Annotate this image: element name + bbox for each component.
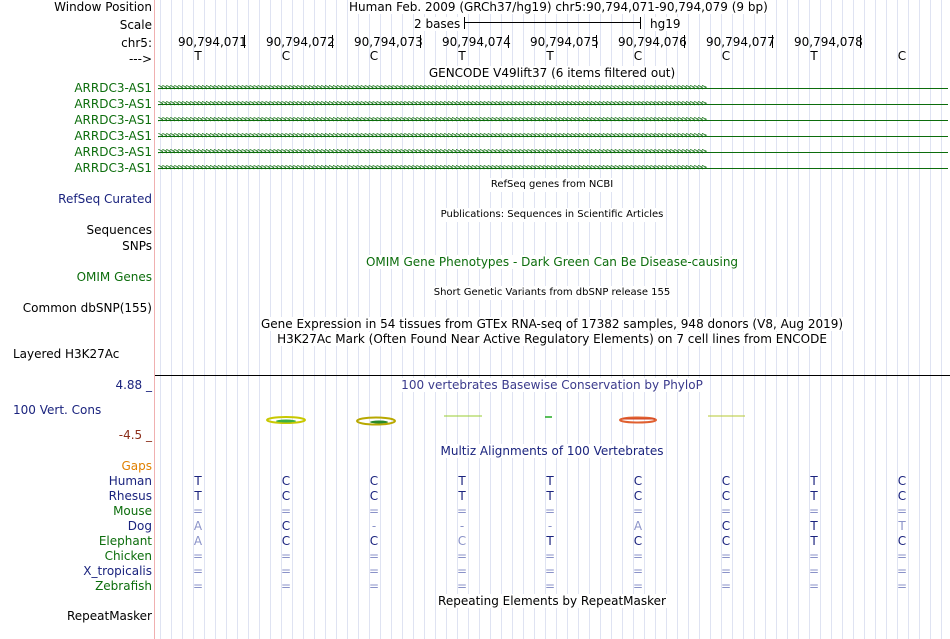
sequences-track-label[interactable]: Sequences [86, 223, 152, 237]
alignment-base: = [632, 564, 644, 578]
alignment-base: = [632, 549, 644, 563]
species-label-x-tropicalis: X_tropicalis [83, 564, 152, 578]
gencode-track-title: GENCODE V49lift37 (6 items filtered out) [428, 66, 676, 80]
alignment-base: C [721, 474, 731, 488]
gaps-label: Gaps [121, 459, 152, 473]
gene-strand-arrows: >>>>>>>>>>>>>>>>>>>>>>>>>>>>>>>>>>>>>>>>>>>>>>>>>>>>>>>>>>>>>>>>>>>>>>>>>>>>>>>>>>>>>>>>>>>>>>>>>>>>>>>>>>>>>>>>>>>>>>>>>>>>>>>>>>>>>>>>>> [158, 131, 706, 141]
alignment-base: T [810, 534, 818, 548]
alignment-base: A [193, 519, 203, 533]
alignment-base: = [192, 504, 204, 518]
alignment-base: = [280, 504, 292, 518]
alignment-base: = [632, 504, 644, 518]
gene-feature[interactable] [158, 113, 948, 129]
reference-base: C [721, 49, 731, 63]
species-label-rhesus: Rhesus [108, 489, 152, 503]
repeatmasker-track-label[interactable]: RepeatMasker [66, 609, 152, 623]
alignment-base: A [193, 534, 203, 548]
window-position-label: Window Position [54, 0, 152, 14]
alignment-base: T [810, 519, 818, 533]
species-label-chicken: Chicken [104, 549, 152, 563]
alignment-base: C [281, 519, 291, 533]
alignment-base: = [280, 549, 292, 563]
scale-bar-right-tick [640, 17, 641, 29]
alignment-base: = [368, 504, 380, 518]
alignment-base: C [897, 489, 907, 503]
reference-base: C [369, 49, 379, 63]
alignment-base: T [546, 489, 554, 503]
gene-feature[interactable] [158, 161, 948, 177]
reference-base: T [810, 49, 818, 63]
scale-bar [464, 22, 640, 23]
alignment-base: C [281, 489, 291, 503]
alignment-base: = [632, 579, 644, 593]
scale-bases: 2 bases [414, 17, 461, 31]
alignment-base: = [808, 564, 820, 578]
alignment-base: = [720, 564, 732, 578]
alignment-base: C [897, 534, 907, 548]
alignment-base: C [633, 474, 643, 488]
alignment-base: C [897, 474, 907, 488]
reference-base: C [897, 49, 907, 63]
alignment-base: = [720, 549, 732, 563]
gene-strand-arrows: >>>>>>>>>>>>>>>>>>>>>>>>>>>>>>>>>>>>>>>>>>>>>>>>>>>>>>>>>>>>>>>>>>>>>>>>>>>>>>>>>>>>>>>>>>>>>>>>>>>>>>>>>>>>>>>>>>>>>>>>>>>>>>>>>>>>>>>>>> [158, 83, 706, 93]
reference-base: T [546, 49, 554, 63]
h3k27ac-baseline [155, 375, 950, 376]
omim-track-label[interactable]: OMIM Genes [76, 270, 152, 284]
gene-label[interactable]: ARRDC3-AS1 [74, 161, 152, 175]
scale-label: Scale [119, 18, 152, 32]
gene-feature[interactable] [158, 129, 948, 145]
coordinate-label: 90,794,074 [442, 35, 511, 49]
alignment-base: - [459, 519, 465, 533]
gene-label[interactable]: ARRDC3-AS1 [74, 113, 152, 127]
alignment-base: T [194, 489, 202, 503]
phylop-glyph [620, 418, 656, 423]
species-label-zebrafish: Zebrafish [95, 579, 152, 593]
species-label-elephant: Elephant [98, 534, 152, 548]
alignment-base: C [633, 534, 643, 548]
coordinate-label: 90,794,078 [794, 35, 863, 49]
alignment-base: = [456, 579, 468, 593]
alignment-base: = [368, 564, 380, 578]
multiz-track-title: Multiz Alignments of 100 Vertebrates [440, 444, 664, 458]
phylop-min-label: -4.5 _ [118, 428, 152, 442]
alignment-base: = [192, 549, 204, 563]
reference-base: T [458, 49, 466, 63]
scale-bar-left-tick [464, 17, 465, 29]
alignment-base: C [369, 534, 379, 548]
dbsnp-track-title: Short Genetic Variants from dbSNP release 155 [433, 287, 671, 298]
reference-base: C [633, 49, 643, 63]
species-label-mouse: Mouse [113, 504, 152, 518]
gene-feature[interactable] [158, 145, 948, 161]
gene-label[interactable]: ARRDC3-AS1 [74, 81, 152, 95]
alignment-base: = [896, 504, 908, 518]
gene-strand-arrows: >>>>>>>>>>>>>>>>>>>>>>>>>>>>>>>>>>>>>>>>>>>>>>>>>>>>>>>>>>>>>>>>>>>>>>>>>>>>>>>>>>>>>>>>>>>>>>>>>>>>>>>>>>>>>>>>>>>>>>>>>>>>>>>>>>>>>>>>>> [158, 115, 706, 125]
alignment-base: = [368, 579, 380, 593]
gene-strand-arrows: >>>>>>>>>>>>>>>>>>>>>>>>>>>>>>>>>>>>>>>>>>>>>>>>>>>>>>>>>>>>>>>>>>>>>>>>>>>>>>>>>>>>>>>>>>>>>>>>>>>>>>>>>>>>>>>>>>>>>>>>>>>>>>>>>>>>>>>>>> [158, 99, 706, 109]
track-labels [0, 0, 155, 639]
coordinate-label: 90,794,075 [530, 35, 599, 49]
gene-strand-arrows: >>>>>>>>>>>>>>>>>>>>>>>>>>>>>>>>>>>>>>>>>>>>>>>>>>>>>>>>>>>>>>>>>>>>>>>>>>>>>>>>>>>>>>>>>>>>>>>>>>>>>>>>>>>>>>>>>>>>>>>>>>>>>>>>>>>>>>>>>> [158, 147, 706, 157]
strand-label: ---> [128, 52, 152, 66]
coordinate-label: 90,794,072 [266, 35, 335, 49]
alignment-base: = [720, 504, 732, 518]
alignment-base: = [280, 579, 292, 593]
gtex-track-title: Gene Expression in 54 tissues from GTEx RNA-seq of 17382 samples, 948 donors (V8, Aug 2019) [260, 317, 844, 331]
alignment-base: = [544, 549, 556, 563]
alignment-base: = [808, 549, 820, 563]
alignment-base: T [546, 534, 554, 548]
alignment-base: = [544, 564, 556, 578]
species-label-human: Human [108, 474, 152, 488]
alignment-base: T [810, 489, 818, 503]
window-position-value: Human Feb. 2009 (GRCh37/hg19) chr5:90,794,071-90,794,079 (9 bp) [349, 0, 768, 14]
refseq-track-title: RefSeq genes from NCBI [490, 179, 614, 190]
alignment-base: = [720, 579, 732, 593]
h3k27ac-track-label[interactable]: Layered H3K27Ac [13, 347, 120, 361]
gene-feature[interactable] [158, 81, 948, 97]
coordinate-label: 90,794,077 [706, 35, 775, 49]
alignment-base: = [896, 564, 908, 578]
alignment-base: T [810, 474, 818, 488]
refseq-track-label[interactable]: RefSeq Curated [58, 192, 152, 206]
snps-track-label[interactable]: SNPs [122, 239, 152, 253]
alignment-base: T [546, 474, 554, 488]
gene-label[interactable]: ARRDC3-AS1 [74, 145, 152, 159]
alignment-base: T [458, 489, 466, 503]
phylop-glyph [276, 420, 296, 423]
alignment-base: = [192, 579, 204, 593]
alignment-base: C [721, 534, 731, 548]
coordinate-label: 90,794,071 [178, 35, 247, 49]
phylop-glyph [370, 421, 388, 424]
alignment-base: = [368, 549, 380, 563]
alignment-base: - [371, 519, 377, 533]
publications-track-title: Publications: Sequences in Scientific Articles [440, 209, 664, 220]
alignment-base: = [192, 564, 204, 578]
species-label-dog: Dog [127, 519, 152, 533]
alignment-base: C [633, 489, 643, 503]
alignment-base: = [280, 564, 292, 578]
alignment-base: T [458, 474, 466, 488]
dbsnp-track-label[interactable]: Common dbSNP(155) [22, 301, 152, 315]
alignment-base: = [456, 549, 468, 563]
phylop-glyphs [155, 408, 950, 428]
alignment-base: = [808, 579, 820, 593]
alignment-base: = [896, 579, 908, 593]
alignment-base: C [369, 474, 379, 488]
phylop-track-label[interactable]: 100 Vert. Cons [13, 403, 102, 417]
gene-label[interactable]: ARRDC3-AS1 [74, 97, 152, 111]
alignment-base: T [194, 474, 202, 488]
repeatmasker-track-title: Repeating Elements by RepeatMasker [438, 594, 666, 608]
alignment-base: C [369, 489, 379, 503]
alignment-base: C [721, 519, 731, 533]
alignment-base: = [544, 504, 556, 518]
alignment-base: = [456, 564, 468, 578]
chrom-label: chr5: [121, 36, 152, 50]
coordinate-label: 90,794,073 [354, 35, 423, 49]
gene-label[interactable]: ARRDC3-AS1 [74, 129, 152, 143]
alignment-base: C [281, 474, 291, 488]
alignment-base: C [281, 534, 291, 548]
phylop-track-title: 100 vertebrates Basewise Conservation by PhyloP [401, 378, 703, 392]
alignment-base: = [808, 504, 820, 518]
h3k27ac-track-title: H3K27Ac Mark (Often Found Near Active Regulatory Elements) on 7 cell lines from ENCODE [277, 332, 827, 346]
alignment-base: - [547, 519, 553, 533]
phylop-max-label: 4.88 _ [115, 378, 152, 392]
alignment-base: C [457, 534, 467, 548]
alignment-base: C [721, 489, 731, 503]
reference-base: C [281, 49, 291, 63]
coordinate-label: 90,794,076 [618, 35, 687, 49]
gene-strand-arrows: >>>>>>>>>>>>>>>>>>>>>>>>>>>>>>>>>>>>>>>>>>>>>>>>>>>>>>>>>>>>>>>>>>>>>>>>>>>>>>>>>>>>>>>>>>>>>>>>>>>>>>>>>>>>>>>>>>>>>>>>>>>>>>>>>>>>>>>>>> [158, 163, 706, 173]
alignment-base: A [633, 519, 643, 533]
reference-base: T [194, 49, 202, 63]
alignment-base: T [898, 519, 906, 533]
alignment-base: = [896, 549, 908, 563]
alignment-base: = [544, 579, 556, 593]
gene-feature[interactable] [158, 97, 948, 113]
omim-track-title: OMIM Gene Phenotypes - Dark Green Can Be Disease-causing [365, 255, 739, 269]
scale-assembly: hg19 [650, 17, 681, 31]
alignment-base: = [456, 504, 468, 518]
